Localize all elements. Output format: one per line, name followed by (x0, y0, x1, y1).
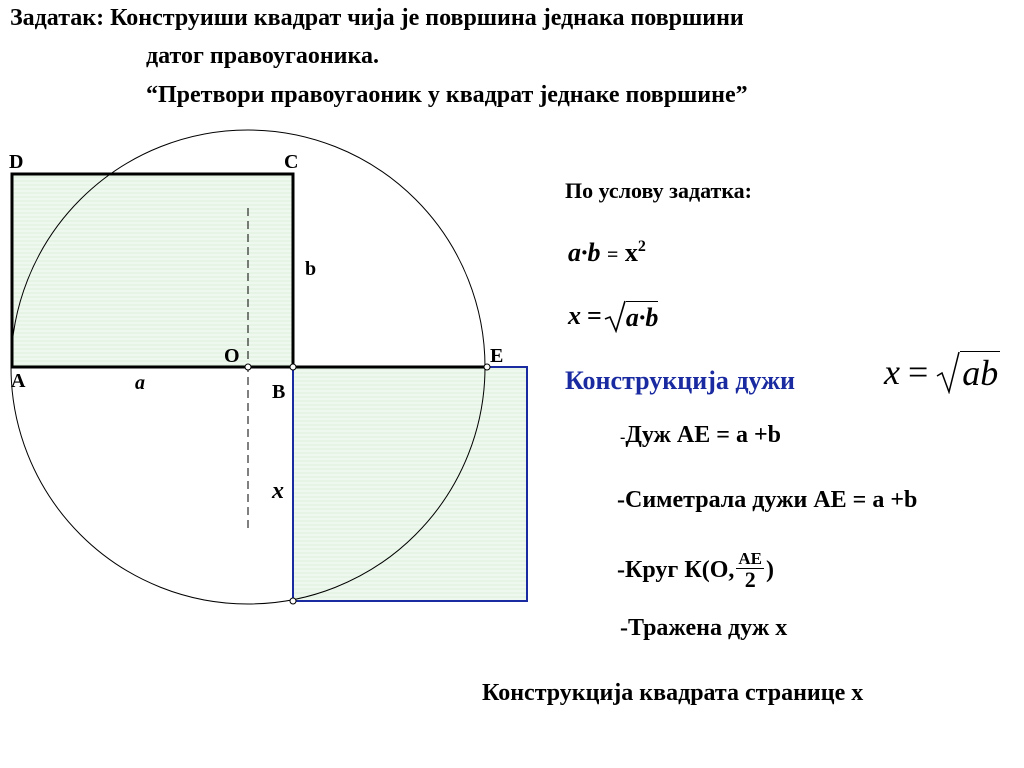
point-o (245, 364, 251, 370)
eq1-equals: = (607, 244, 619, 266)
step-1 (620, 422, 781, 449)
label-a: A (11, 370, 26, 392)
task-line-1: Задатак: Конструиши квадрат чија је површина једнака површини (10, 5, 744, 31)
footer-text: Конструкција квадрата странице x (482, 680, 864, 706)
step-4: -Тражена дуж x (620, 615, 788, 641)
point-x-end (290, 598, 296, 604)
label-b-point: B (272, 381, 286, 403)
eq2-equals: = (587, 301, 602, 330)
label-side-a: a (135, 372, 145, 394)
label-c: C (284, 151, 299, 173)
eq2-radicand: a·b (625, 303, 659, 332)
task-line-3: “Претвори правоугаоник у квадрат једнаке површине” (146, 82, 748, 108)
task-line-2: датог правоугаоника. (146, 43, 379, 69)
step-1-dash: - (620, 429, 626, 446)
label-e: E (490, 345, 504, 367)
label-d: D (9, 151, 24, 173)
label-side-x: x (272, 478, 284, 504)
step-3 (617, 550, 774, 591)
rectangle-abcd (12, 174, 293, 367)
construction-heading: Конструкција дужи (565, 366, 796, 395)
point-b (290, 364, 296, 370)
step-2: -Симетрала дужи АЕ = a +b (617, 487, 918, 513)
formula-lhs: x (884, 352, 900, 392)
equation-area (568, 238, 646, 268)
sqrt-sign-2 (936, 350, 960, 394)
condition-heading: По услову задатка: (565, 178, 752, 203)
formula-equals: = (907, 352, 929, 392)
construction-formula (884, 350, 1000, 394)
eq2-lhs: x (568, 301, 581, 330)
square-x (293, 367, 527, 601)
equation-root (568, 299, 658, 333)
label-side-b: b (305, 258, 317, 280)
eq1-rhs: x (624, 238, 638, 267)
step-1-text: Дуж АЕ = a +b (625, 422, 781, 448)
step-3-prefix: -Круг К(О, (617, 557, 735, 583)
eq1-exponent: 2 (637, 238, 646, 255)
step-3-suffix: ) (766, 557, 775, 583)
sqrt-sign-1 (604, 299, 626, 333)
label-o: O (224, 345, 240, 367)
fraction-numerator: АЕ (738, 549, 763, 568)
fraction-denominator: 2 (744, 567, 756, 592)
eq1-lhs: a·b (568, 238, 601, 267)
step-3-fraction (736, 550, 764, 591)
formula-radicand: ab (962, 352, 999, 393)
